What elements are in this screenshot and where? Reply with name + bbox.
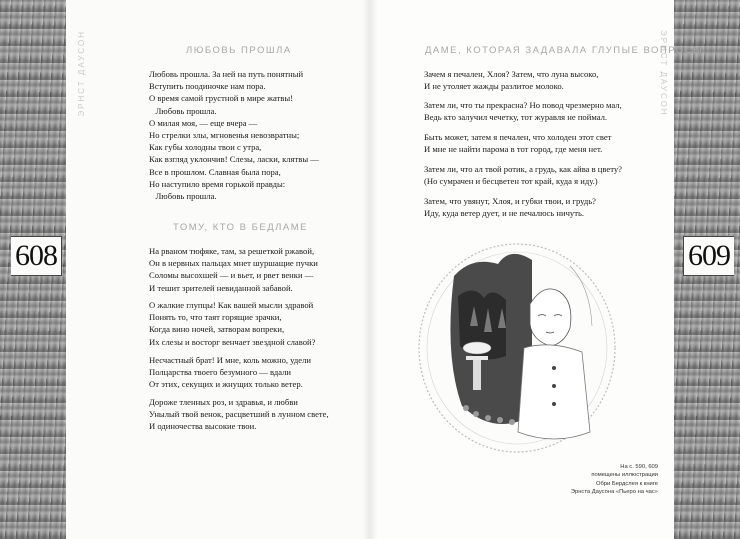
verse-line: Дороже тленных роз, и здравья, и любви bbox=[149, 397, 298, 407]
verse-line: Затем ли, что ал твой ротик, а грудь, как айва в цвету? bbox=[424, 164, 622, 174]
verse-line: От этих, секущих и жнущих только ветер. bbox=[149, 379, 303, 390]
poem-stanza bbox=[424, 195, 596, 219]
poem-title-love-passed: ЛЮБОВЬ ПРОШЛА bbox=[186, 45, 292, 56]
verse-line: Несчастный брат! И мне, коль можно, удели bbox=[149, 355, 311, 365]
verse-line: Соломы высохшей — и вьет, и рвет венки — bbox=[149, 270, 314, 281]
right-page-number: 609 bbox=[683, 236, 734, 276]
caption-line: На с. 590, 609 bbox=[620, 464, 658, 470]
verse-line: И не утоляет жажды разлитое молоко. bbox=[424, 81, 564, 92]
verse-line: Вступить поодиночке нам пора. bbox=[149, 81, 266, 92]
left-page-number: 608 bbox=[11, 236, 62, 276]
verse-line: Быть может, затем я печален, что холоден этот свет bbox=[424, 132, 612, 142]
poem-stanza bbox=[149, 396, 329, 433]
poem-stanza bbox=[424, 68, 598, 92]
verse-line: Затем ли, что ты прекрасна? Но повод чрезмерно мал, bbox=[424, 100, 622, 110]
poem-stanza bbox=[149, 299, 315, 348]
verse-line: Их слезы и восторг венчает звездной славой? bbox=[149, 336, 316, 347]
verse-line: Ведь кто залучил чечетку, тот журавля не поймал. bbox=[424, 112, 608, 123]
verse-line: Любовь прошла. За ней на путь понятный bbox=[149, 69, 304, 79]
poem-stanza bbox=[424, 163, 622, 187]
verse-line: Но стрелки злы, мгновенья невозвратны; bbox=[149, 129, 300, 140]
verse-line: (Но сумрачен и бесцветен тот край, куда я иду.) bbox=[424, 176, 598, 187]
poem-stanza bbox=[424, 99, 622, 123]
caption-line: помещены иллюстрации bbox=[591, 472, 658, 479]
right-running-head: ЭРНСТ ДАУСОН bbox=[659, 30, 668, 117]
verse-line: Зачем я печален, Хлоя? Затем, что луна высоко, bbox=[424, 69, 599, 79]
verse-line: Когда вино ночей, затворам вопреки, bbox=[149, 324, 285, 335]
verse-line: Как губы холодны твои с утра, bbox=[149, 142, 262, 153]
poem-stanza bbox=[149, 354, 311, 391]
verse-line: Иду, куда ветер дует, и не печалюсь ничуть. bbox=[424, 208, 585, 219]
verse-line: Затем, что увянут, Хлоя, и губки твои, и грудь? bbox=[424, 196, 596, 206]
verse-line: О милая моя, — еще вчера — bbox=[149, 117, 258, 128]
poem-stanza bbox=[149, 245, 318, 294]
caption-line: Обри Бердслея к книге bbox=[596, 480, 658, 487]
beardsley-illustration bbox=[414, 236, 620, 458]
poem-title-lady: ДАМЕ, КОТОРАЯ ЗАДАВАЛА ГЛУПЫЕ ВОПРОСЫ bbox=[425, 45, 703, 56]
poem-title-bedlam: ТОМУ, КТО В БЕДЛАМЕ bbox=[173, 222, 308, 233]
verse-line: И тешит зрителей невиданной забавой. bbox=[149, 282, 293, 293]
verse-line: Унылый твой венок, расцветший в лунном свете, bbox=[149, 409, 329, 420]
verse-line: Он в нервных пальцах мнет шуршащие пучки bbox=[149, 258, 318, 269]
verse-line: Но наступило время горькой правды: bbox=[149, 178, 286, 189]
verse-line: Как взгляд уклончив! Слезы, ласки, клятвы — bbox=[149, 154, 319, 165]
illustration-caption bbox=[548, 463, 658, 497]
verse-line: Любовь прошла. bbox=[149, 190, 217, 201]
poem-stanza bbox=[424, 131, 611, 155]
verse-line: И мне не найти парома в тот город, где меня нет. bbox=[424, 144, 603, 155]
verse-line: На рваном тюфяке, там, за решеткой ржавой, bbox=[149, 246, 315, 256]
verse-line: О жалкие глупцы! Как вашей мысли здравой bbox=[149, 300, 314, 310]
left-running-head: ЭРНСТ ДАУСОН bbox=[77, 30, 86, 117]
verse-line: Все в прошлом. Славная была пора, bbox=[149, 166, 281, 177]
caption-line: Эрнста Даусона «Пьеро на час» bbox=[570, 489, 658, 496]
poem-stanza bbox=[149, 68, 319, 202]
verse-line: Понять то, что таят горящие зрачки, bbox=[149, 312, 282, 323]
verse-line: О время самой грустной в мире жатвы! bbox=[149, 93, 293, 104]
book-gutter bbox=[362, 0, 378, 539]
verse-line: Любовь прошла. bbox=[149, 105, 217, 116]
verse-line: Полцарства твоего безумного — вдали bbox=[149, 367, 291, 378]
verse-line: И одиночества высокие твои. bbox=[149, 421, 257, 432]
